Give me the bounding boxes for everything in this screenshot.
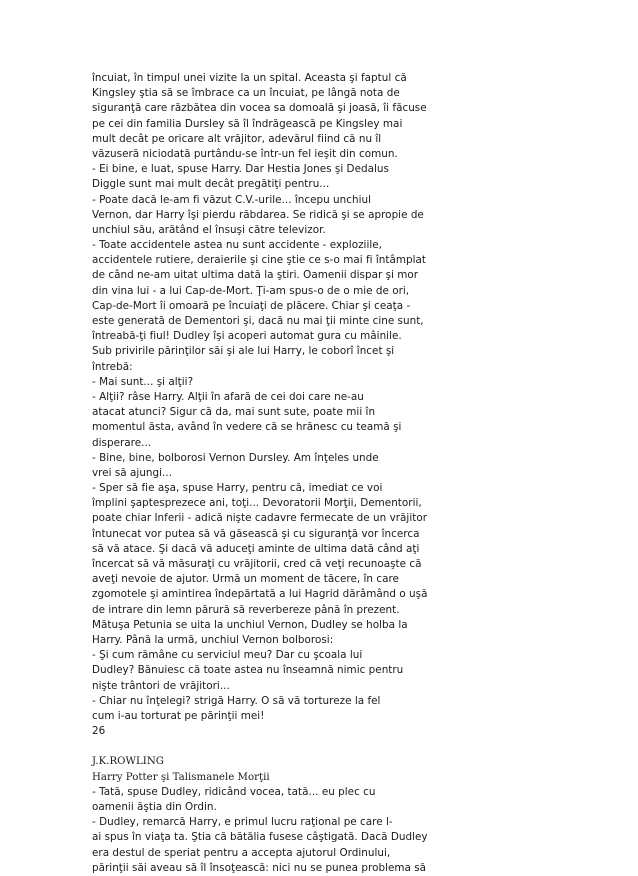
text-line: atacat atunci? Sigur că da, mai sunt sute, poate mii în (92, 406, 376, 419)
text-line: - Sper să fie aşa, spuse Harry, pentru că, imediat ce voi (92, 482, 383, 495)
text-line: întrebă: (92, 360, 133, 373)
text-line: din vina lui - a lui Cap-de-Mort. Ţi-am spus-o de o mie de ori, (92, 284, 410, 297)
text-line: mult decât pe oricare alt vrăjitor, adevărul fiind că nu îl (92, 132, 382, 145)
text-line: aveţi nevoie de ajutor. Urmă un moment de tăcere, în care (92, 573, 399, 586)
text-line: încercat să vă măsuraţi cu vrăjitorii, cred că veţi recunoaşte că (92, 558, 422, 570)
text-line: - Şi cum rămâne cu serviciul meu? Dar cu şcoala lui (92, 649, 363, 662)
text-line: întreabă-ţi fiul! Dudley îşi acoperi automat gura cu mâinile. (92, 330, 402, 343)
text-line: de când ne-am uitat ultima dată la ştiri. Oamenii dispar şi mor (92, 269, 419, 282)
text-line: Harry. Până la urmă, unchiul Vernon bolborosi: (92, 633, 334, 646)
text-line: părinţii săi aveau să îl însoţească: nici nu se punea problema să (92, 861, 427, 874)
text-line: accidentele rutiere, deraierile şi cine ştie ce s-o mai fi întâmplat (92, 254, 427, 267)
text-line: să vă atace. Şi dacă vă aduceţi aminte de ultima dată când aţi (92, 542, 420, 555)
text-line: Mătuşa Petunia se uita la unchiul Vernon, Dudley se holba la (92, 618, 408, 631)
running-header (92, 754, 612, 784)
text-line: ai spus în viaţa ta. Ştia că bătălia fusese câştigată. Dacă Dudley (92, 831, 428, 844)
text-line: zgomotele şi amintirea îndepărtată a lui Hagrid dărâmând o uşă (92, 588, 428, 601)
text-line: - Tată, spuse Dudley, ridicând vocea, tată... eu plec cu (92, 785, 376, 798)
text-line: - Bine, bine, bolborosi Vernon Dursley. Am înţeles unde (92, 451, 379, 464)
header-author: J.K.ROWLING (92, 756, 164, 768)
text-line: - Toate accidentele astea nu sunt accidente - exploziile, (92, 239, 383, 252)
text-line: - Ei bine, e luat, spuse Harry. Dar Hestia Jones şi Dedalus (92, 163, 389, 176)
text-line: - Dudley, remarcă Harry, e primul lucru raţional pe care l- (92, 816, 393, 829)
text-line: - Mai sunt... şi alţii? (92, 375, 194, 388)
body-text-block (92, 71, 612, 739)
text-line: Kingsley ştia să se îmbrace ca un încuiat, pe lângă nota de (92, 87, 400, 100)
text-line: disperare... (92, 436, 152, 449)
text-line: - Alţii? râse Harry. Alţii în afară de cei doi care ne-au (92, 390, 364, 403)
text-line: nişte trântori de vrăjitori... (92, 679, 230, 692)
body-text-block-continued (92, 785, 612, 876)
text-line: încuiat, în timpul unei vizite la un spital. Aceasta şi faptul că (92, 72, 407, 84)
text-line: - Poate dacă le-am fi văzut C.V.-urile... începu unchiul (92, 193, 372, 206)
text-line: Cap-de-Mort îi omoară pe încuiaţi de plăcere. Chiar şi ceaţa - (92, 299, 411, 312)
text-line: de intrare din lemn părură să reverbereze până în prezent. (92, 603, 400, 616)
text-line: momentul ăsta, având în vedere că se hrănesc cu teamă şi (92, 421, 402, 434)
text-line: Diggle sunt mai mult decât pregătiţi pentru... (92, 178, 330, 191)
header-book-title: Harry Potter şi Talismanele Morţii (92, 771, 270, 783)
text-line: văzuseră niciodată purtându-se într-un fel ieşit din comun. (92, 147, 398, 160)
text-line: cum i-au torturat pe părinţii mei! (92, 709, 265, 722)
text-line: Vernon, dar Harry îşi pierdu răbdarea. Se ridică şi se apropie de (92, 208, 424, 221)
page-break-gap (92, 739, 612, 754)
text-line: era destul de speriat pentru a accepta ajutorul Ordinului, (92, 846, 391, 859)
text-line: unchiul său, arătând el însuşi către televizor. (92, 223, 326, 236)
text-line: pe cei din familia Dursley să îl îndrăgească pe Kingsley mai (92, 117, 403, 130)
text-line: împlini şaptesprezece ani, toţi... Devoratorii Morţii, Dementorii, (92, 497, 422, 510)
text-line: - Chiar nu înţelegi? strigă Harry. O să vă tortureze la fel (92, 694, 381, 707)
text-line: întunecat vor putea să vă găsească şi cu siguranţă vor încerca (92, 527, 420, 540)
text-line: vrei să ajungi... (92, 466, 173, 479)
document-page (92, 71, 612, 876)
text-line: este generată de Dementori şi, dacă nu mai ţii minte cine sunt, (92, 315, 424, 327)
text-line: poate chiar Inferii - adică nişte cadavre fermecate de un vrăjitor (92, 512, 427, 525)
text-line: siguranţă care răzbătea din vocea sa domoală şi joasă, îi făcuse (92, 102, 427, 115)
text-line: Sub privirile părinţilor săi şi ale lui Harry, le coborî încet şi (92, 345, 395, 358)
text-line: oamenii ăştia din Ordin. (92, 801, 217, 813)
text-line: Dudley? Bănuiesc că toate astea nu înseamnă nimic pentru (92, 664, 404, 677)
page-number: 26 (92, 725, 106, 738)
